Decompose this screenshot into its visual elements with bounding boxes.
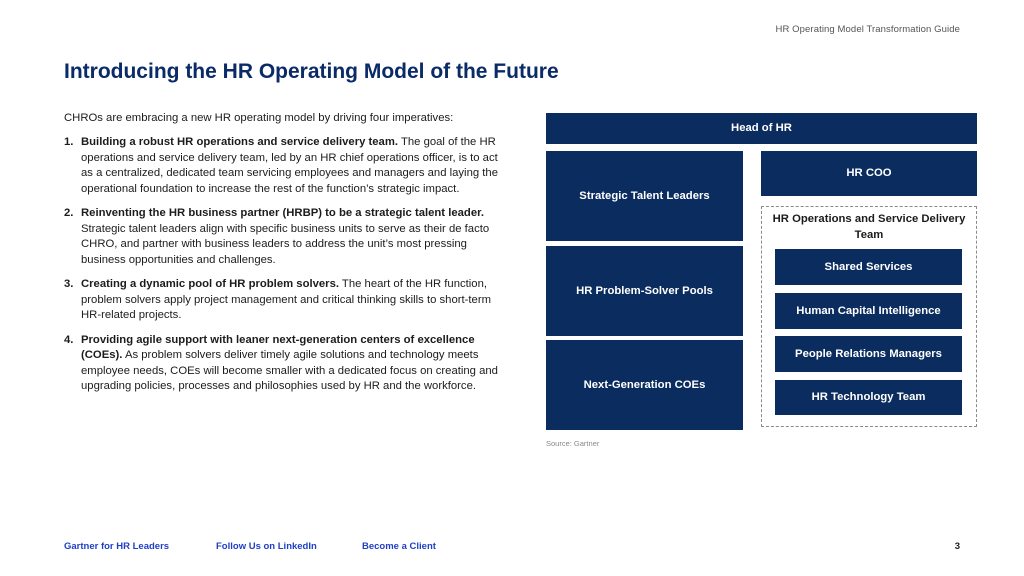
imperative-number: 2. bbox=[64, 207, 74, 219]
imperative-text: The goal of the HR operations and service delivery team, led by an HR chief operations officer, is to act as a centralized, dedicated team servicing employees and managers and laying the operational foundation to increase the rest of the function’s strategic impact. bbox=[81, 136, 498, 195]
imperatives-list bbox=[64, 135, 504, 404]
imperative-number: 4. bbox=[64, 333, 74, 346]
hr-coo-box: HR COO bbox=[761, 151, 977, 196]
imperative-heading: Building a robust HR operations and service delivery team. bbox=[81, 136, 399, 148]
next-gen-coes-box: Next-Generation COEs bbox=[546, 340, 743, 430]
imperative-heading: Providing agile support with leaner next-generation centers of excellence (COEs). bbox=[81, 333, 475, 361]
footer-link-hr-leaders[interactable]: Gartner for HR Leaders bbox=[64, 541, 170, 552]
hr-technology-team-box: HR Technology Team bbox=[775, 380, 962, 415]
ops-group-label: HR Operations and Service Delivery Team bbox=[772, 213, 966, 241]
imperative-item bbox=[64, 333, 504, 395]
imperative-text: Strategic talent leaders align with specific business units to serve as their de facto CHRO, and partner with business leaders to address the unit’s most pressing business opportunities and challenges. bbox=[81, 222, 490, 266]
source-note: Source: Gartner bbox=[546, 439, 600, 448]
page-title: Introducing the HR Operating Model of the Future bbox=[64, 60, 559, 83]
imperative-heading: Creating a dynamic pool of HR problem solvers. bbox=[81, 278, 339, 290]
strategic-talent-leaders-box: Strategic Talent Leaders bbox=[546, 151, 743, 241]
people-relations-managers-box: People Relations Managers bbox=[775, 336, 962, 372]
head-of-hr-box: Head of HR bbox=[546, 113, 977, 144]
imperative-text: As problem solvers deliver timely agile solutions and technology meets employee needs, COEs will become smaller with a dedicated focus on creating and upgrading policies, processes and philosophies used by HR and the workforce. bbox=[81, 349, 498, 392]
imperative-item bbox=[64, 277, 504, 324]
footer-link-become-client[interactable]: Become a Client bbox=[362, 541, 436, 552]
imperative-number: 3. bbox=[64, 278, 74, 290]
imperative-heading: Reinventing the HR business partner (HRBP) to be a strategic talent leader. bbox=[81, 207, 485, 219]
shared-services-box: Shared Services bbox=[775, 249, 962, 285]
guide-title: HR Operating Model Transformation Guide bbox=[775, 24, 960, 35]
intro-text: CHROs are embracing a new HR operating model by driving four imperatives: bbox=[64, 112, 454, 124]
problem-solver-pools-box: HR Problem-Solver Pools bbox=[546, 246, 743, 336]
footer-link-linkedin[interactable]: Follow Us on LinkedIn bbox=[216, 541, 317, 552]
human-capital-intelligence-box: Human Capital Intelligence bbox=[775, 293, 962, 329]
imperative-item bbox=[64, 135, 504, 197]
imperative-text: The heart of the HR function, problem solvers apply project management and critical thinking skills to short-term HR-related projects. bbox=[81, 278, 491, 321]
page-number: 3 bbox=[954, 541, 960, 552]
imperative-item bbox=[64, 206, 504, 268]
imperative-number: 1. bbox=[64, 136, 74, 148]
